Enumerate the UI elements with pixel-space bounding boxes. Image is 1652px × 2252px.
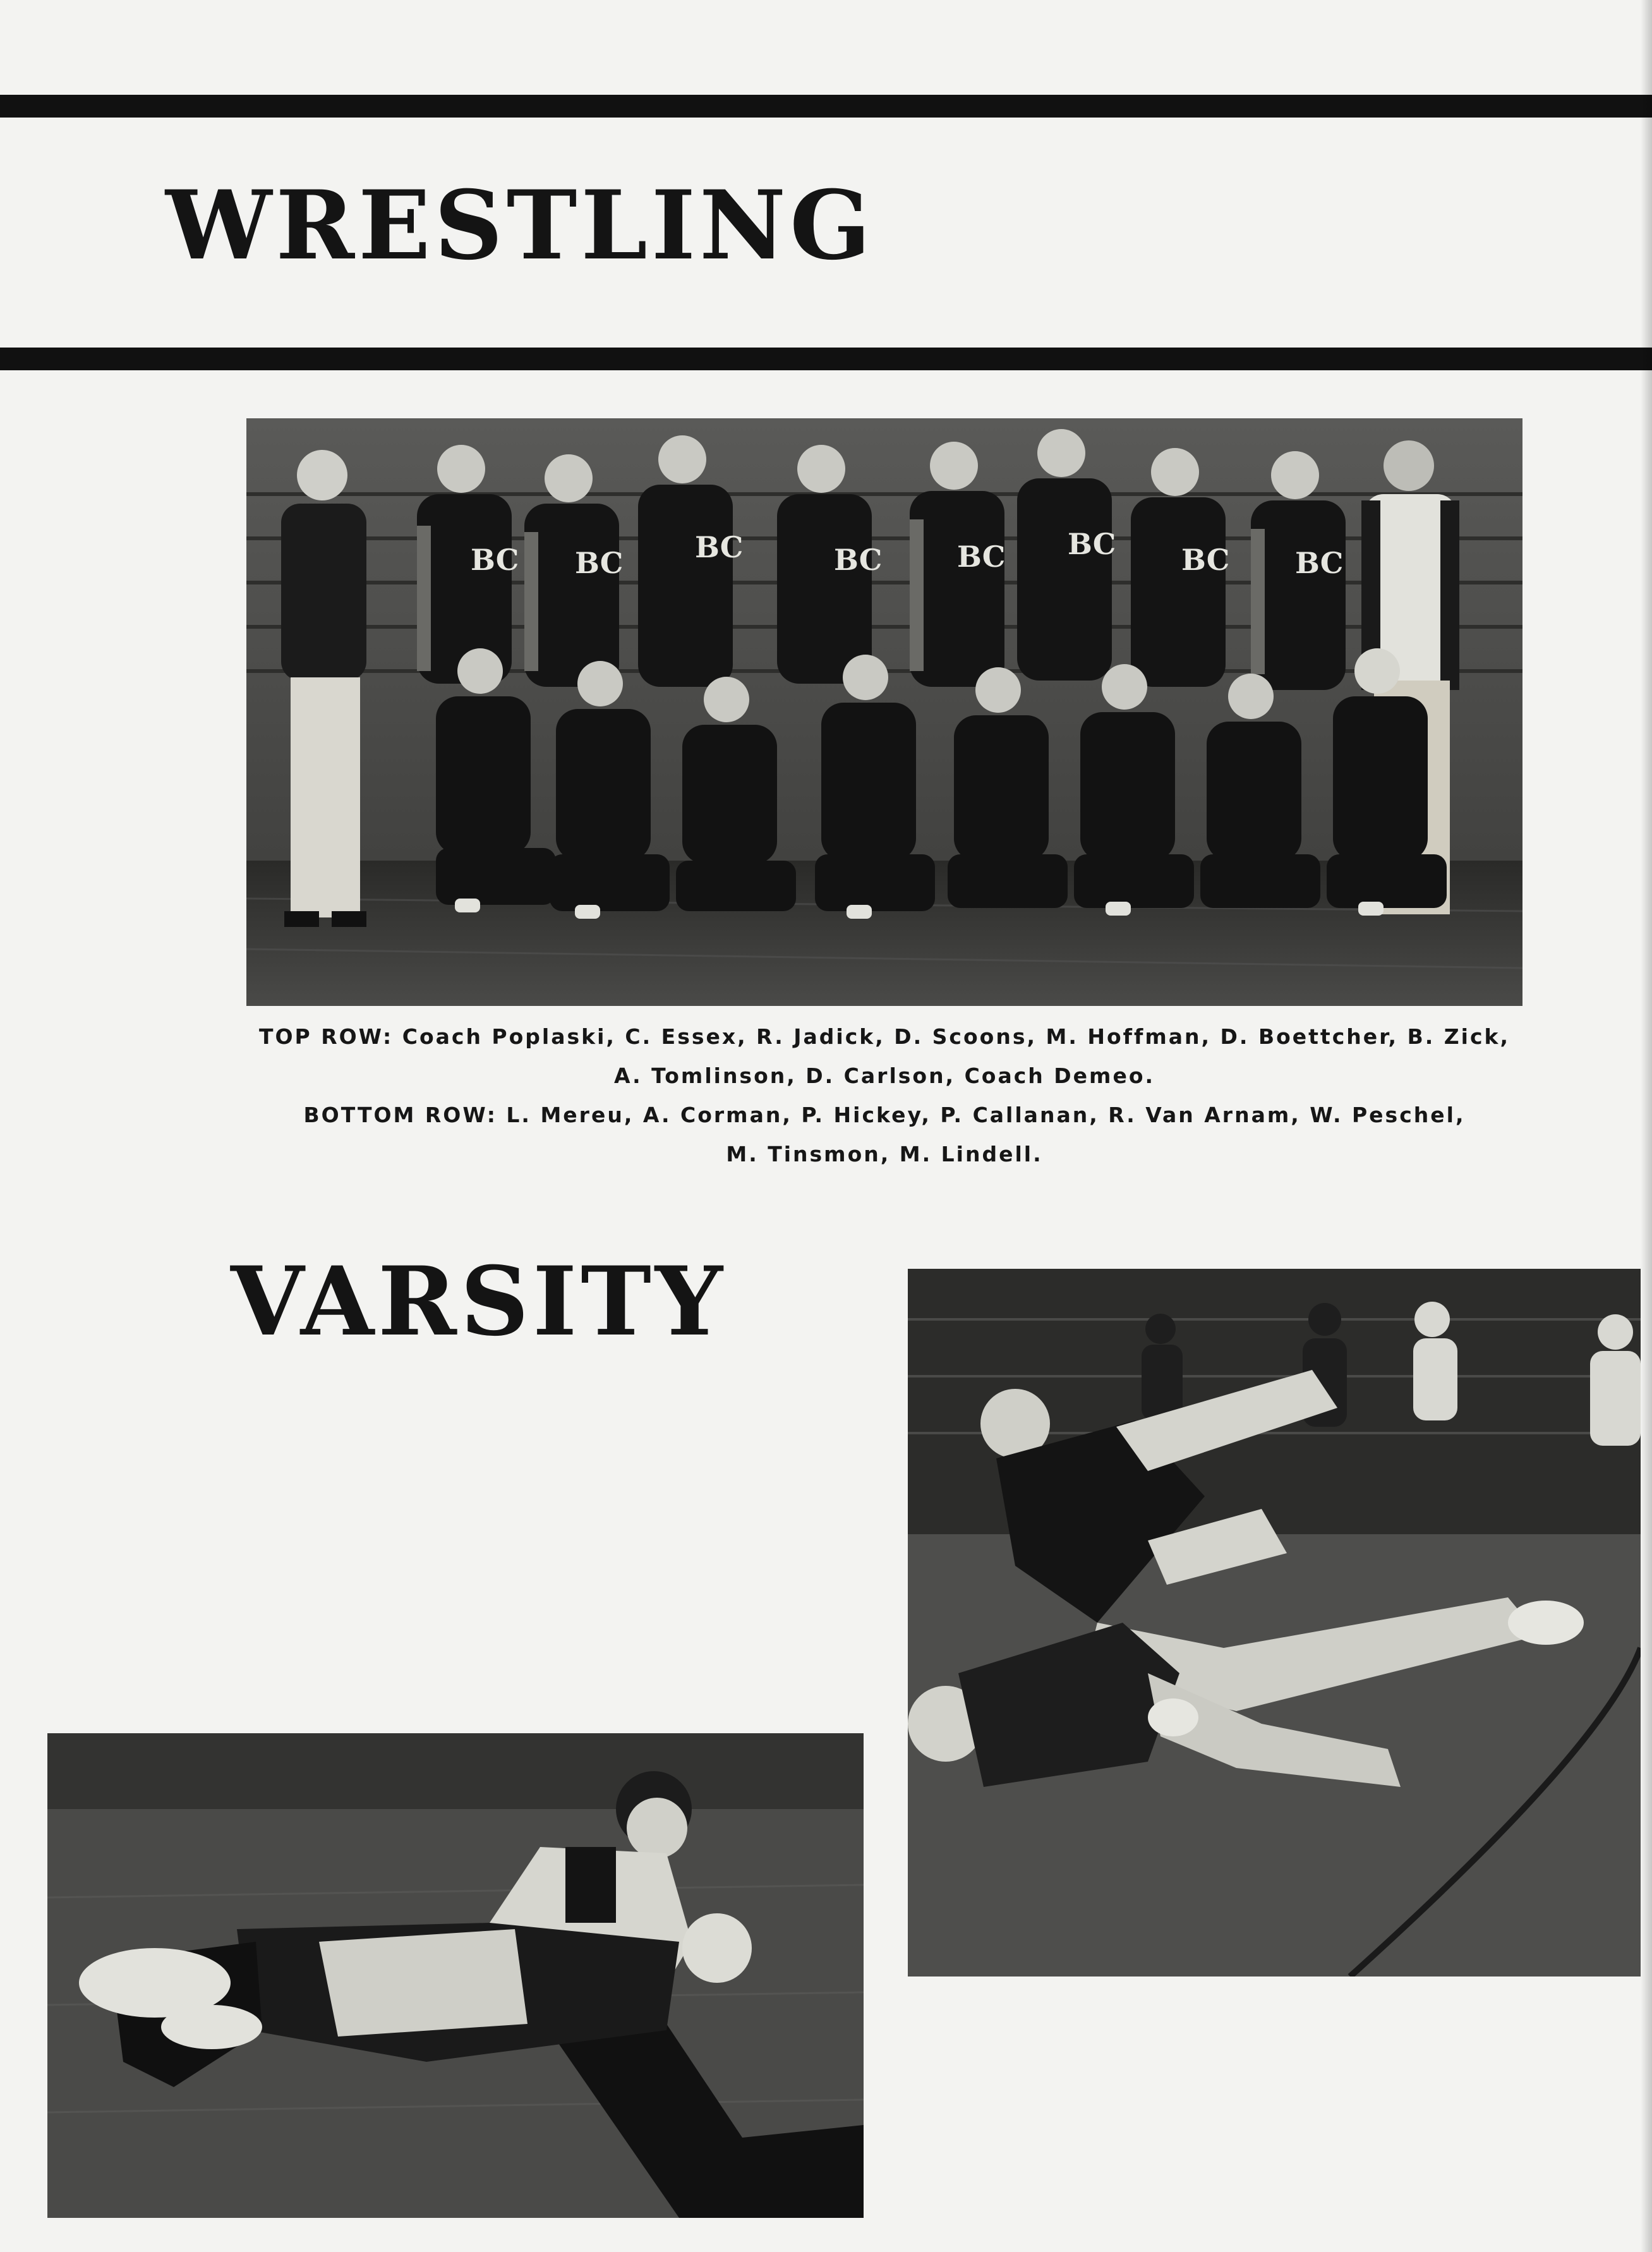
caption-top-row-line-2: A. Tomlinson, D. Carlson, Coach Demeo.: [613, 1063, 1155, 1088]
jacket-letters: BC: [575, 546, 624, 580]
team-photo: [246, 418, 1522, 1006]
jacket-letters: BC: [957, 540, 1006, 574]
jacket-letters: BC: [695, 530, 744, 564]
section-title: VARSITY: [231, 1246, 727, 1357]
team-photo-caption: [208, 1017, 1560, 1174]
caption-top-row-line-1: TOP ROW: Coach Poplaski, C. Essex, R. Jadick, D. Scoons, M. Hoffman, D. Boettcher, B. Zick,: [258, 1024, 1510, 1049]
jacket-letters: BC: [1181, 543, 1230, 577]
wrestling-action-photo-right: [908, 1269, 1641, 1977]
wrestling-action-illustration: [908, 1269, 1641, 1977]
wrestling-action-illustration: [47, 1733, 864, 2218]
title-divider-rule: [0, 348, 1652, 370]
jacket-letters: BC: [1295, 546, 1344, 580]
wrestling-action-photo-left: [47, 1733, 864, 2218]
page-title: WRESTLING: [166, 170, 875, 281]
scan-edge-shadow: [1641, 0, 1652, 2252]
caption-bottom-row-line-1: BOTTOM ROW: L. Mereu, A. Corman, P. Hickey, P. Callanan, R. Van Arnam, W. Peschel,: [303, 1103, 1466, 1127]
caption-bottom-row-line-2: M. Tinsmon, M. Lindell.: [726, 1142, 1043, 1166]
jacket-letters: BC: [471, 543, 519, 577]
jacket-letters: BC: [1068, 527, 1116, 561]
top-divider-rule: [0, 95, 1652, 118]
jacket-letters: BC: [834, 543, 883, 577]
team-photo-illustration: [246, 418, 1522, 1006]
